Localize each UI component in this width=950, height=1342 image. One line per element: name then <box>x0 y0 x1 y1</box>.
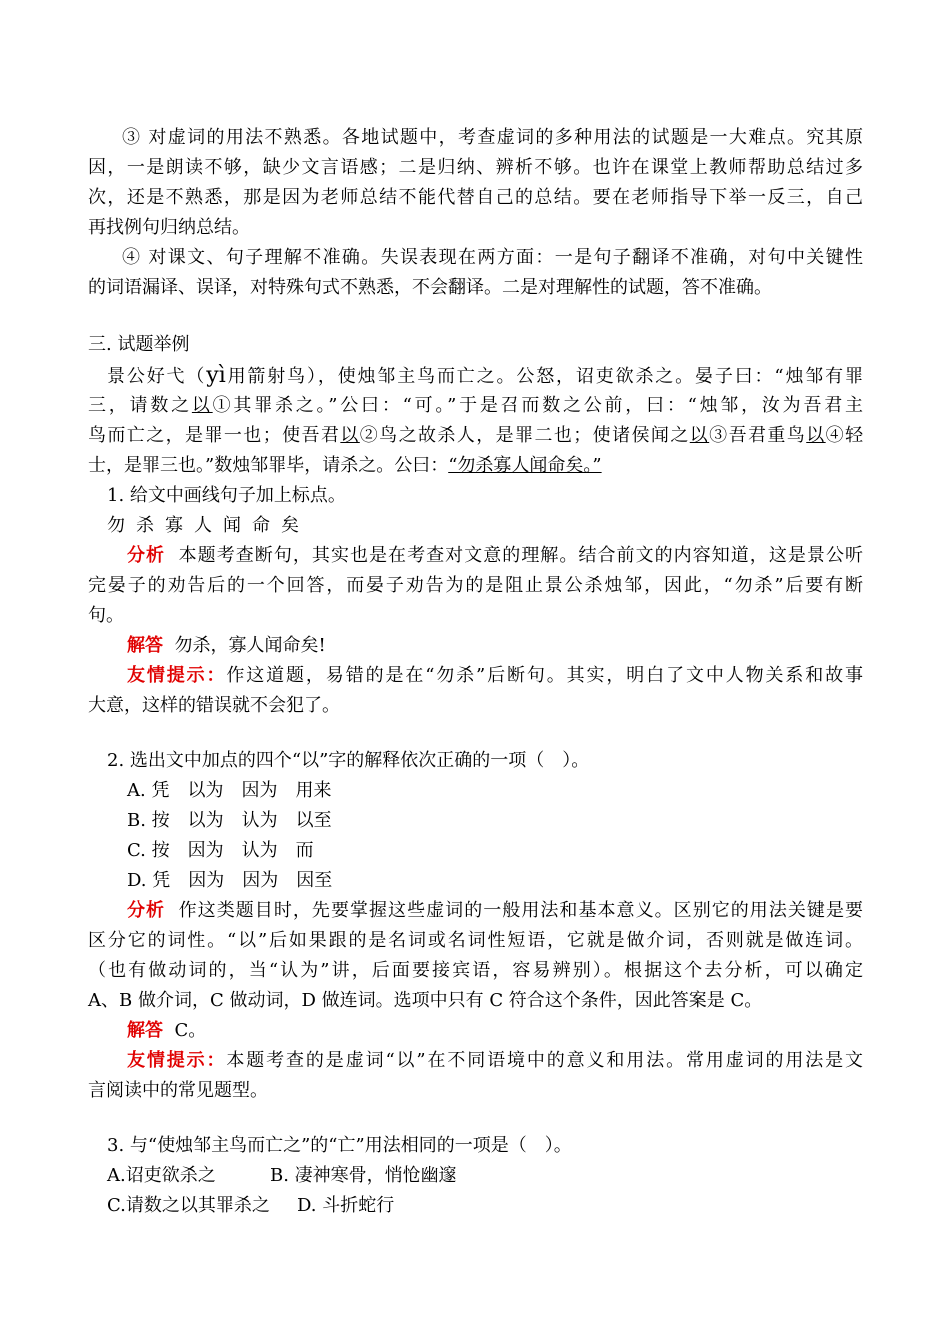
passage-line-4 <box>88 451 602 481</box>
passage-text: 用箭射鸟），使烛邹主鸟而亡之。公怒，诏吏欲杀之。晏子曰：“烛邹有罪 <box>225 366 864 387</box>
q3-option-c: C.请数之以其罪杀之 <box>107 1195 270 1216</box>
q1-stem: 1. 给文中画线句子加上标点。 <box>107 485 346 506</box>
para3-line-4: 再找例句归纳总结。 <box>88 217 250 238</box>
para4-line-1 <box>88 243 863 273</box>
tip-label: 友情提示： <box>127 665 227 686</box>
tip-text: 作这道题，易错的是在“勿杀”后断句。其实，明白了文中人物关系和故事 <box>226 665 863 686</box>
para4-text-1: ④ 对课文、句子理解不准确。失误表现在两方面：一是句子翻译不准确，对句中关键性 <box>122 247 863 268</box>
para3-text-1: ③ 对虚词的用法不熟悉。各地试题中，考查虚词的多种用法的试题是一大难点。究其原 <box>122 127 863 148</box>
q1-chars: 勿杀寡人闻命矣 <box>107 515 310 536</box>
passage-line-3 <box>88 421 863 451</box>
q2-option-c: C. 按 因为 认为 而 <box>127 840 314 861</box>
q3-option-a: A.诏吏欲杀之 <box>107 1165 216 1186</box>
answer-label: 解答 <box>127 1020 163 1041</box>
dotted-yi-3: 以 <box>689 425 710 446</box>
section-title: 三. 试题举例 <box>88 334 190 355</box>
q3-option-b: B. 凄神寒骨，悄怆幽邃 <box>270 1165 457 1186</box>
analysis-label: 分析 <box>127 900 166 921</box>
tip-text: 本题考查的是虚词“以”在不同语境中的意义和用法。常用虚词的用法是文 <box>226 1050 863 1071</box>
passage-text: 三，请数之 <box>88 395 192 416</box>
q2-analysis-line-1 <box>127 896 863 926</box>
passage-text: ④轻 <box>825 425 864 446</box>
passage-text: 景公好弋（ <box>107 366 207 387</box>
q1-analysis-line-1 <box>127 541 863 571</box>
q1-analysis-line-2: 完晏子的劝告后的一个回答，而晏子劝告为的是阻止景公杀烛邹，因此，“勿杀”后要有断 <box>88 575 863 596</box>
q2-stem: 2. 选出文中加点的四个“以”字的解释依次正确的一项（ ）。 <box>107 750 590 771</box>
q1-answer <box>127 631 326 661</box>
analysis-label: 分析 <box>127 545 166 566</box>
para3-line-2: 因，一是朗读不够，缺少文言语感；二是归纳、辨析不够。也许在课堂上教师帮助总结过多 <box>88 157 863 178</box>
q3-stem: 3. 与“使烛邹主鸟而亡之”的“亡”用法相同的一项是（ ）。 <box>107 1135 572 1156</box>
q2-tip-line-1 <box>127 1046 863 1076</box>
pinyin-yi: yì <box>206 363 226 388</box>
passage-text: 士，是罪三也。”数烛邹罪毕，请杀之。公曰： <box>88 455 449 476</box>
q1-tip-line-1 <box>127 661 863 691</box>
answer-text: 勿杀，寡人闻命矣! <box>174 635 326 656</box>
q2-analysis-line-4: A、B 做介词，C 做动词，D 做连词。选项中只有 C 符合这个条件，因此答案是 C。 <box>88 990 763 1011</box>
q2-option-b: B. 按 以为 认为 以至 <box>127 810 332 831</box>
passage-text: 鸟而亡之，是罪一也；使吾君 <box>88 425 341 446</box>
q2-option-d: D. 凭 因为 因为 因至 <box>127 870 333 891</box>
dotted-yi-1: 以 <box>191 395 213 416</box>
analysis-text: 本题考查断句，其实也是在考查对文意的理解。结合前文的内容知道，这是景公听 <box>178 545 864 566</box>
tip-label: 友情提示： <box>127 1050 227 1071</box>
para4-line-2: 的词语漏译、误译，对特殊句式不熟悉，不会翻译。二是对理解性的试题，答不准确。 <box>88 277 772 298</box>
q2-analysis-line-2: 区分它的词性。“以”后如果跟的是名词或名词性短语，它就是做介词，否则就是做连词。 <box>88 930 863 951</box>
q1-tip-line-2: 大意，这样的错误就不会犯了。 <box>88 695 340 716</box>
passage-text: ①其罪杀之。”公曰：“可。”于是召而数之公前，曰：“烛邹，汝为吾君主 <box>212 395 864 416</box>
dotted-yi-4: 以 <box>806 425 826 446</box>
passage-line-2 <box>88 391 863 421</box>
q2-option-a: A. 凭 以为 因为 用来 <box>127 780 332 801</box>
para3-line-1 <box>88 123 863 153</box>
passage-text: ③吾君重鸟 <box>709 425 807 446</box>
q2-analysis-line-3: （也有做动词的，当“认为”讲，后面要接宾语，容易辨别）。根据这个去分析，可以确定 <box>88 960 863 981</box>
q2-tip-line-2: 言阅读中的常见题型。 <box>88 1080 268 1101</box>
answer-label: 解答 <box>127 635 163 656</box>
q3-option-d: D. 斗折蛇行 <box>297 1195 395 1216</box>
para3-line-3: 次，还是不熟悉，那是因为老师总结不能代替自己的总结。要在老师指导下举一反三，自己 <box>88 187 863 208</box>
q2-answer <box>127 1016 206 1046</box>
passage-line-1 <box>107 361 863 392</box>
underlined-sentence: “勿杀寡人闻命矣。” <box>448 455 602 476</box>
dotted-yi-2: 以 <box>340 425 360 446</box>
answer-text: C。 <box>174 1020 207 1041</box>
passage-text: ②鸟之故杀人，是罪二也；使诸侯闻之 <box>359 425 690 446</box>
q1-analysis-line-3: 句。 <box>88 605 124 626</box>
analysis-text: 作这类题目时，先要掌握这些虚词的一般用法和基本意义。区别它的用法关键是要 <box>178 900 864 921</box>
